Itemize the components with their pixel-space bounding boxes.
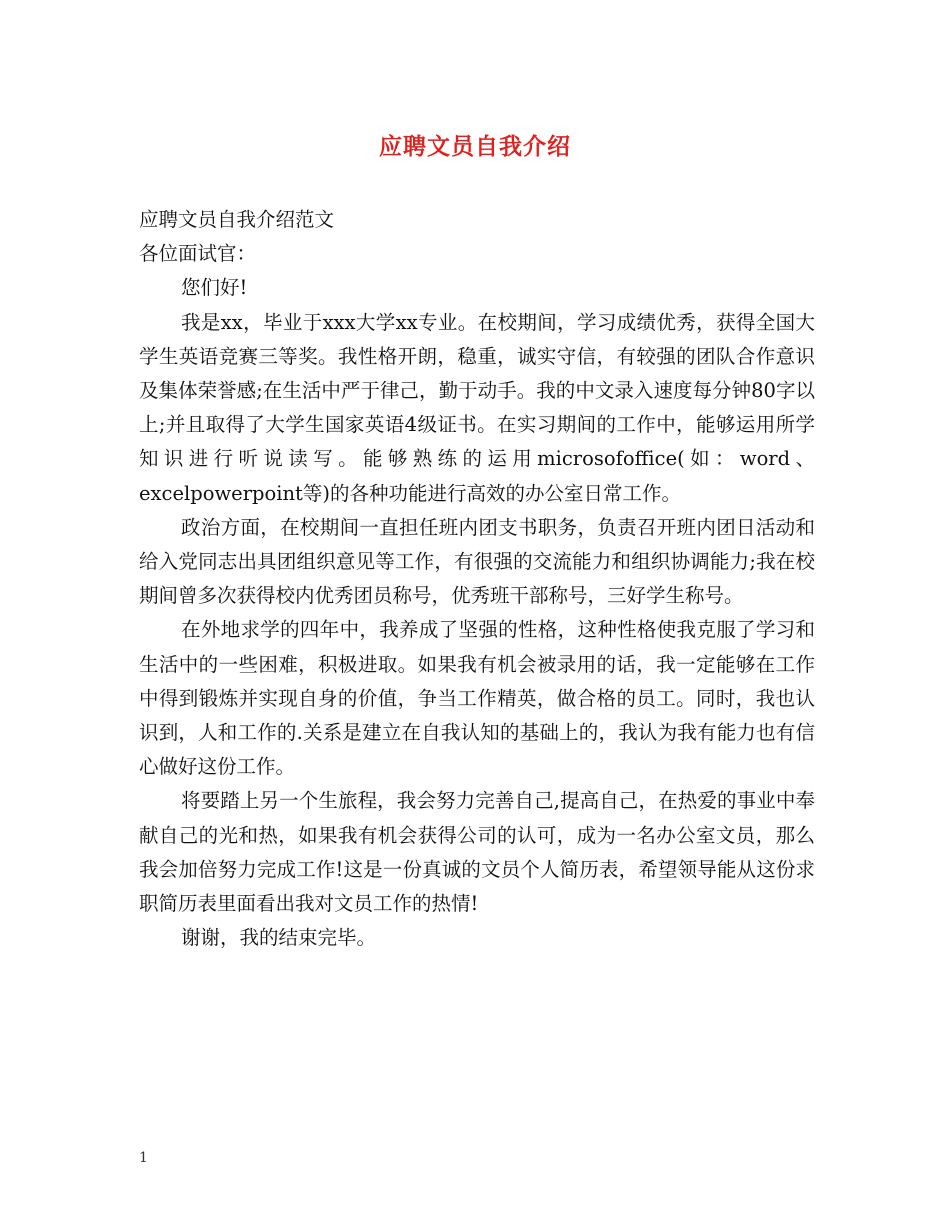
closing-line: 谢谢，我的结束完毕。 xyxy=(181,926,377,950)
paragraph-introduction: 我是xx，毕业于xxx大学xx专业。在校期间，学习成绩优秀，获得全国大学生英语竞赛三等奖。我性格开朗，稳重，诚实守信，有较强的团队合作意识及集体荣誉感;在生活中严于律己，勤于动手。我的中文录入速度每分钟80字以上;并且取得了大学生国家英语4级证书。在实习期间的工作中，能够运用所学知识进行听说读写。能够熟练的运用microsofoffice(如：word、excelpowerpoint等)的各种功能进行高效的办公室日常工作。 xyxy=(139,310,815,505)
document-title: 应聘文员自我介绍 xyxy=(379,133,571,160)
paragraph-character: 在外地求学的四年中，我养成了坚强的性格，这种性格使我克服了学习和生活中的一些困难，积极进取。如果我有机会被录用的话，我一定能够在工作中得到锻炼并实现自身的价值，争当工作精英，做合格的员工。同时，我也认识到，人和工作的.关系是建立在自我认知的基础上的，我认为我有能力也有信心做好这份工作。 xyxy=(139,618,815,779)
greeting-line: 各位面试官： xyxy=(139,242,257,266)
document-subtitle: 应聘文员自我介绍范文 xyxy=(139,208,335,231)
paragraph-politics: 政治方面，在校期间一直担任班内团支书职务，负责召开班内团日活动和给入党同志出具团组织意见等工作，有很强的交流能力和组织协调能力;我在校期间曾多次获得校内优秀团员称号，优秀班干部称号，三好学生称号。 xyxy=(139,515,815,608)
page-number: 1 xyxy=(139,1150,148,1166)
salutation-line: 您们好! xyxy=(181,276,248,300)
document-body xyxy=(139,203,815,955)
paragraph-future: 将要踏上另一个生旅程，我会努力完善自己,提高自己，在热爱的事业中奉献自己的光和热，如果我有机会获得公司的认可，成为一名办公室文员，那么我会加倍努力完成工作!这是一份真诚的文员个人简历表，希望领导能从这份求职简历表里面看出我对文员工作的热情! xyxy=(139,789,815,916)
